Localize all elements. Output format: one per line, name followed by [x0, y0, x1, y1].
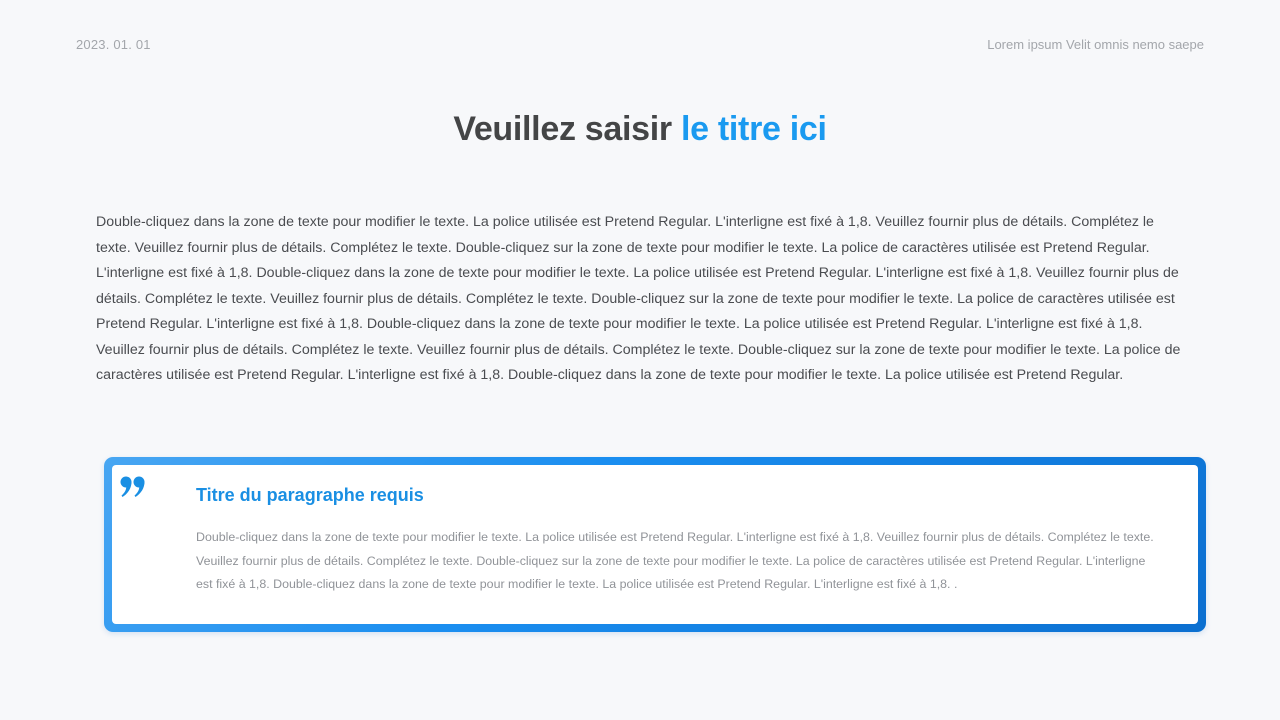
date-label: 2023. 01. 01 [76, 37, 151, 52]
header-caption: Lorem ipsum Velit omnis nemo saepe [987, 37, 1204, 52]
quote-box [104, 457, 1206, 632]
quote-box-inner [112, 465, 1198, 624]
body-paragraph: Double-cliquez dans la zone de texte pour modifier le texte. La police utilisée est Pretend Regular. L'interligne est fixé à 1,8. Veuillez fournir plus de détails. Complétez le texte. Veuillez fournir plus de détails. Complétez le texte. Double-cliquez sur la zone de texte pour modifier le texte. La police de caractères utilisée est Pretend Regular. L'interligne est fixé à 1,8. Double-cliquez dans la zone de texte pour modifier le texte. La police utilisée est Pretend Regular. L'interligne est fixé à 1,8. Veuillez fournir plus de détails. Complétez le texte. Veuillez fournir plus de détails. Complétez le texte. Double-cliquez sur la zone de texte pour modifier le texte. La police de caractères utilisée est Pretend Regular. L'interligne est fixé à 1,8. Double-cliquez dans la zone de texte pour modifier le texte. La police utilisée est Pretend Regular. L'interligne est fixé à 1,8. Veuillez fournir plus de détails. Complétez le texte. Veuillez fournir plus de détails. Complétez le texte. Double-cliquez sur la zone de texte pour modifier le texte. La police de caractères utilisée est Pretend Regular. L'interligne est fixé à 1,8. Double-cliquez dans la zone de texte pour modifier le texte. La police utilisée est Pretend Regular. [96, 214, 1181, 383]
quote-mark-icon [118, 473, 148, 503]
title-accent: le titre ici [680, 110, 827, 148]
quote-title: Titre du paragraphe requis [196, 485, 424, 505]
title-main: Veuillez saisir [453, 110, 681, 148]
quote-text: Double-cliquez dans la zone de texte pour modifier le texte. La police utilisée est Pretend Regular. L'interligne est fixé à 1,8. Veuillez fournir plus de détails. Complétez le texte. Veuillez fournir plus de détails. Complétez le texte. Double-cliquez sur la zone de texte pour modifier le texte. La police de caractères utilisée est Pretend Regular. L'interligne est fixé à 1,8. Double-cliquez dans la zone de texte pour modifier le texte. La police utilisée est Pretend Regular. L'interligne est fixé à 1,8. . [196, 530, 1154, 591]
page-title [0, 110, 1280, 149]
